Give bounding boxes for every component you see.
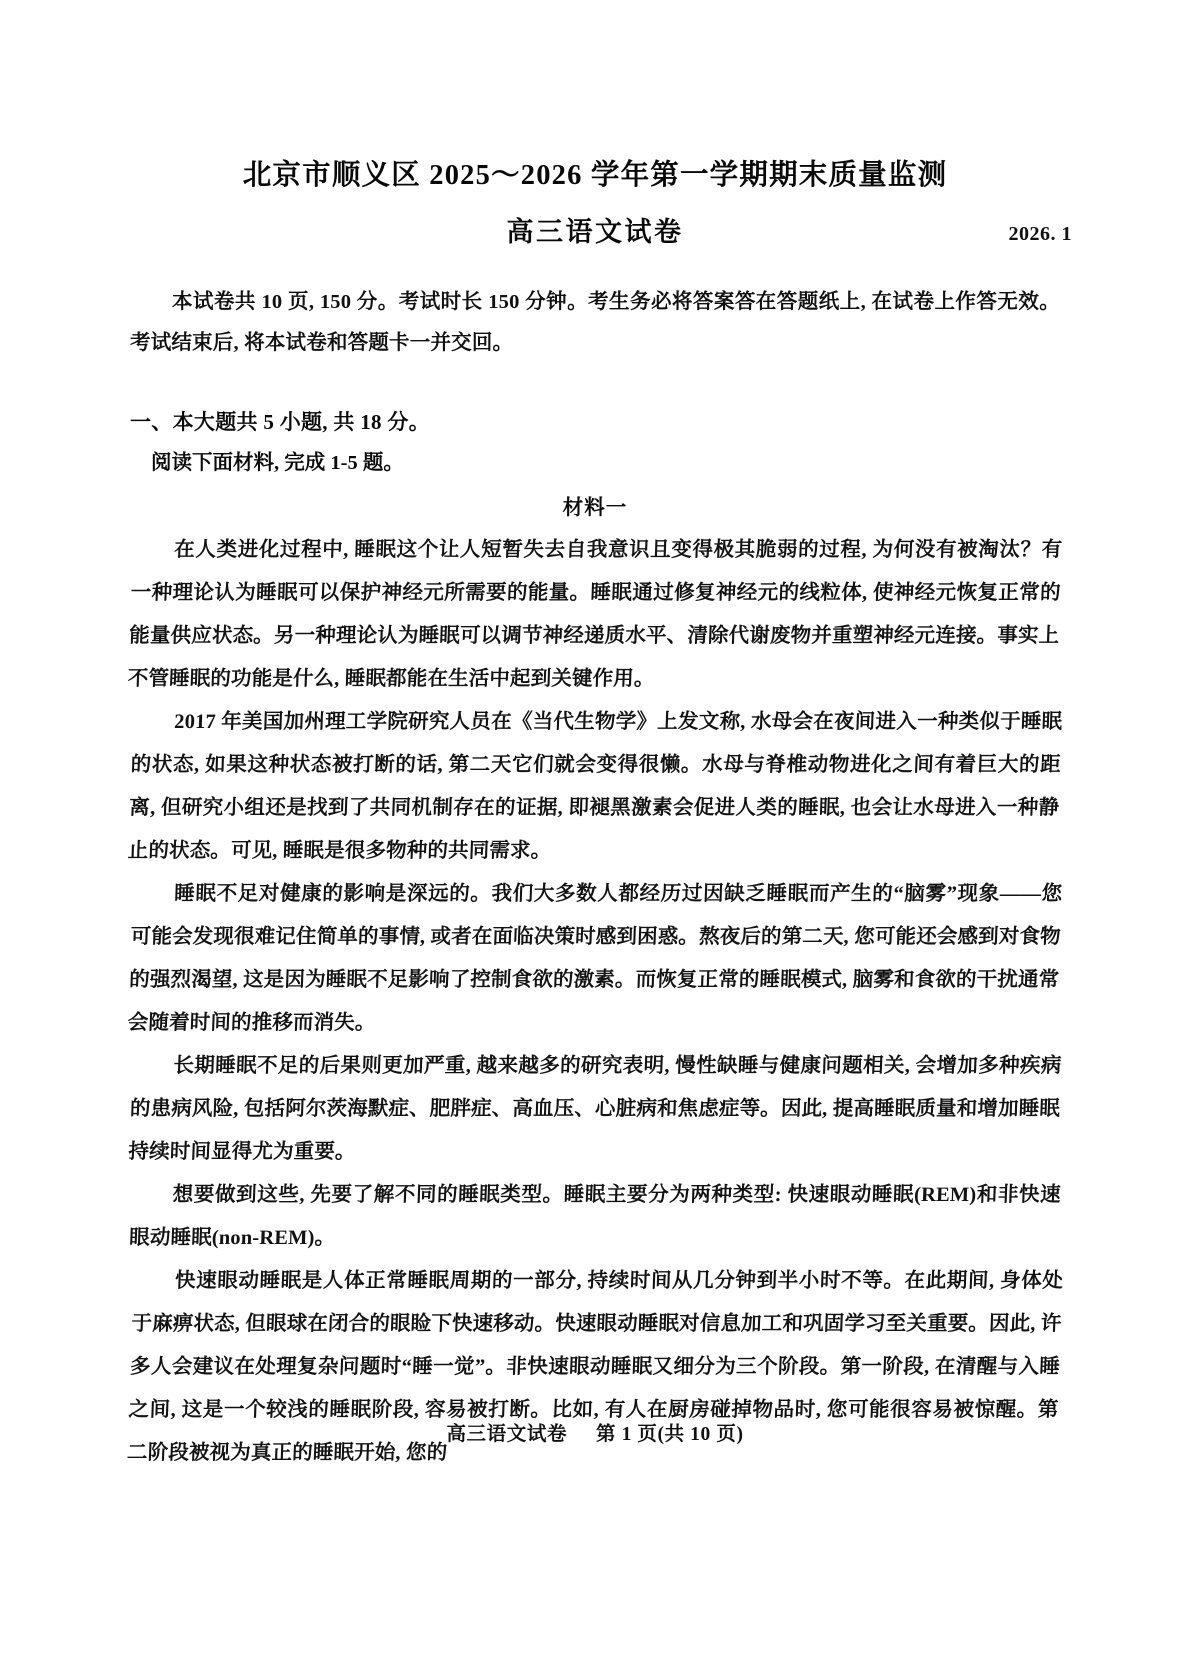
reading-instruction: 阅读下面材料, 完成 1-5 题。 <box>151 451 404 474</box>
footer-doc-name: 高三语文试卷 <box>446 1424 568 1445</box>
passage-paragraph: 在人类进化过程中, 睡眠这个让人短暂失去自我意识且变得极其脆弱的过程, 为何没有被淘汰？有一种理论认为睡眠可以保护神经元所需要的能量。睡眠通过修复神经元的线粒体, 使神经元恢复正常的能量供应状态。另一种理论认为睡眠可以调节神经递质水平、清除代谢废物并重塑神经元连接。事实上不管睡眠的功能是什么, 睡眠都能在生活中起到关键作用。 <box>127 538 1063 690</box>
page-header <box>0 158 1190 260</box>
passage-paragraph: 睡眠不足对健康的影响是深远的。我们大多数人都经历过因缺乏睡眠而产生的“脑雾”现象——您可能会发现很难记住简单的事情, 或者在面临决策时感到困惑。熬夜后的第二天, 您可能还会感到对食物的强烈渴望, 这是因为睡眠不足影响了控制食欲的激素。而恢复正常的睡眠模式, 脑雾和食欲的干扰通常会随着时间的推移而消失。 <box>127 882 1063 1034</box>
passage-paragraph: 想要做到这些, 先要了解不同的睡眠类型。睡眠主要分为两种类型: 快速眼动睡眠(REM)和非快速眼动睡眠(non-REM)。 <box>128 1183 1062 1249</box>
material-label: 材料一 <box>562 496 628 519</box>
footer-page-number: 第 1 页(共 10 页) <box>596 1424 744 1445</box>
section-heading-one: 一、本大题共 5 小题, 共 18 分。 <box>130 409 430 434</box>
page-footer <box>0 1418 1190 1446</box>
document-body <box>126 260 1064 1475</box>
paper-subject-title: 高三语文试卷 <box>506 216 684 247</box>
exam-date: 2026. 1 <box>1008 222 1072 245</box>
page-title: 北京市顺义区 2025～2026 学年第一学期期末质量监测 <box>242 160 948 191</box>
passage-paragraph: 长期睡眠不足的后果则更加严重, 越来越多的研究表明, 慢性缺睡与健康问题相关, 会增加多种疾病的患病风险, 包括阿尔茨海默症、肥胖症、高血压、心脏病和焦虑症等。因此, 提高睡眠质量和增加睡眠持续时间显得尤为重要。 <box>128 1054 1062 1163</box>
subtitle-row <box>0 216 1190 260</box>
passage-paragraph: 快速眼动睡眠是人体正常睡眠周期的一部分, 持续时间从几分钟到半小时不等。在此期间, 身体处于麻痹状态, 但眼球在闭合的眼睑下快速移动。快速眼动睡眠对信息加工和巩固学习至关重要。因此, 许多人会建议在处理复杂问题时“睡一觉”。非快速眼动睡眠又细分为三个阶段。第一阶段, 在清醒与入睡之间, 这是一个较浅的睡眠阶段, 容易被打断。比如, 有人在厨房碰掉物品时, 您可能很容易被惊醒。第二阶段被视为真正的睡眠开始, 您的 <box>126 1269 1064 1464</box>
passage-paragraph: 2017 年美国加州理工学院研究人员在《当代生物学》上发文称, 水母会在夜间进入一种类似于睡眠的状态, 如果这种状态被打断的话, 第二天它们就会变得很懒。水母与脊椎动物进化之间有着巨大的距离, 但研究小组还是找到了共同机制存在的证据, 即褪黑激素会促进人类的睡眠, 也会让水母进入一种静止的状态。可见, 睡眠是很多物种的共同需求。 <box>127 710 1063 862</box>
exam-notice: 本试卷共 10 页, 150 分。考试时长 150 分钟。考生务必将答案答在答题纸上, 在试卷上作答无效。考试结束后, 将本试卷和答题卡一并交回。 <box>130 290 1060 354</box>
